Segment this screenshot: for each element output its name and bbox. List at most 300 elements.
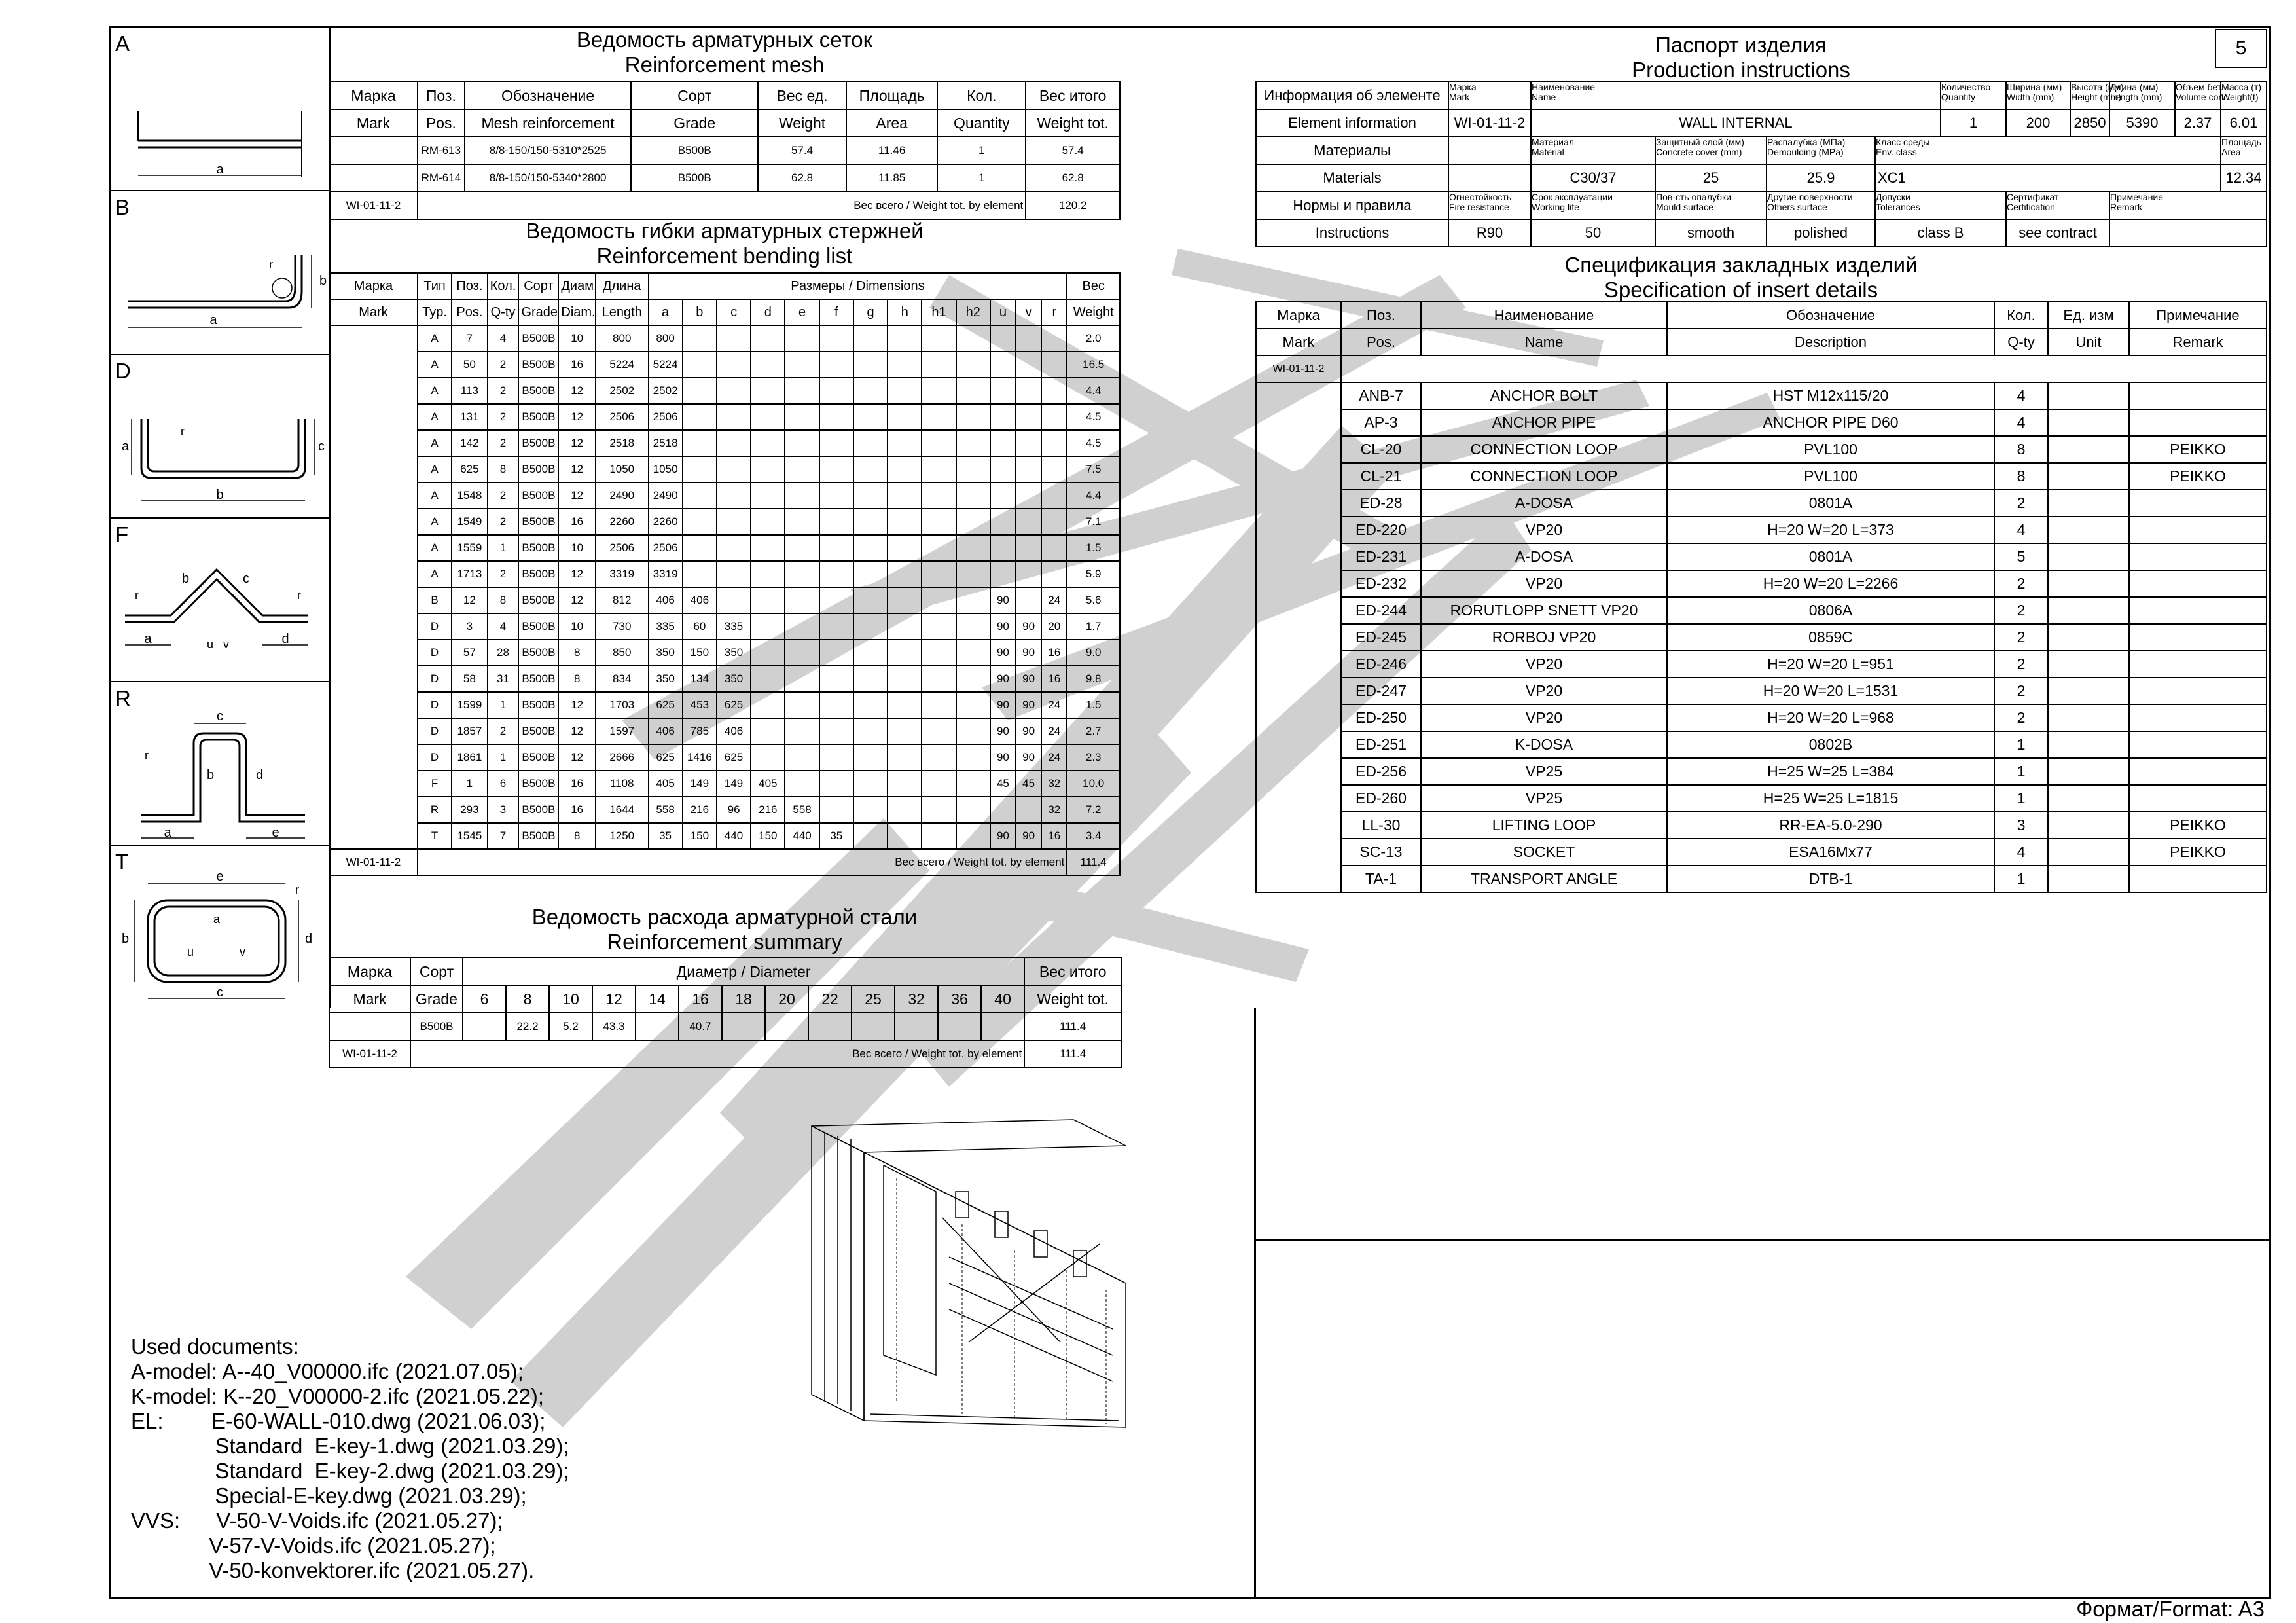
bending-header-en: d [751, 299, 785, 325]
summary-header-en: 32 [895, 985, 938, 1013]
bending-cell: 149 [683, 771, 717, 797]
inserts-cell: CL-21 [1341, 463, 1421, 490]
inserts-cell [2129, 651, 2267, 678]
bending-cell [785, 535, 819, 561]
summary-header-en: 16 [679, 985, 722, 1013]
bending-row [329, 561, 1120, 587]
bending-cell [888, 797, 922, 823]
page-number: 5 [2215, 29, 2267, 68]
inserts-cell [2129, 597, 2267, 624]
inserts-row [1256, 651, 2267, 678]
bending-cell: 2260 [649, 509, 683, 535]
bending-cell: 1416 [683, 744, 717, 771]
bending-cell: 8 [558, 823, 596, 849]
passport-field-caption-en: Demoulding (MPa) [1767, 147, 1844, 157]
passport-field-caption [2006, 192, 2109, 219]
bending-cell [888, 561, 922, 587]
bending-cell [1016, 797, 1041, 823]
bending-cell: 4 [488, 613, 519, 640]
bending-cell: 1108 [596, 771, 649, 797]
bending-cell: 16 [558, 771, 596, 797]
mesh-title-en: Reinforcement mesh [624, 52, 825, 77]
bending-header-en: Weight [1067, 299, 1120, 325]
inserts-row [1256, 785, 2267, 812]
inserts-cell [2048, 704, 2129, 731]
inserts-cell: 0801A [1667, 543, 1994, 570]
shape-a-drawing [109, 26, 329, 190]
bending-cell: 2666 [596, 744, 649, 771]
inserts-cell: A-DOSA [1421, 543, 1667, 570]
shape-t-dim-c: c [217, 985, 223, 1000]
passport-row-title-en: Materials [1256, 164, 1448, 192]
inserts-cell: HST M12x115/20 [1667, 382, 1994, 409]
inserts-cell: ANB-7 [1341, 382, 1421, 409]
bending-cell: 1597 [596, 718, 649, 744]
bending-cell: 4.5 [1067, 430, 1120, 456]
mesh-cell: 62.8 [758, 164, 846, 192]
inserts-cell: 4 [1994, 382, 2048, 409]
bending-cell: 350 [649, 640, 683, 666]
inserts-header-en: Description [1667, 329, 1994, 356]
bending-row [329, 378, 1120, 404]
bending-cell [922, 325, 956, 352]
bending-cell [785, 509, 819, 535]
bending-cell: 800 [649, 325, 683, 352]
summary-total-mark: WI-01-11-2 [329, 1040, 410, 1068]
bending-header-en: c [717, 299, 751, 325]
bending-cell: 2506 [596, 404, 649, 430]
bending-cell [717, 587, 751, 613]
format-label: Формат/Format: A3 [2076, 1597, 2265, 1621]
inserts-cell: RORUTLOPP SNETT VP20 [1421, 597, 1667, 624]
bending-cell [751, 613, 785, 640]
bending-cell: 32 [1041, 797, 1067, 823]
bending-header-en: r [1041, 299, 1067, 325]
bending-cell [956, 509, 990, 535]
summary-title-en: Reinforcement summary [607, 930, 842, 954]
bending-cell [888, 692, 922, 718]
passport-field-caption-en: Height (mm) [2071, 92, 2122, 102]
inserts-cell [2048, 624, 2129, 651]
inserts-cell: TRANSPORT ANGLE [1421, 866, 1667, 892]
mesh-cell: 57.4 [758, 137, 846, 164]
passport-row-title: Информация об элементе [1256, 82, 1448, 109]
inserts-cell: SC-13 [1341, 839, 1421, 866]
bending-cell [853, 509, 888, 535]
mesh-header-en: Weight [758, 109, 846, 137]
summary-total-label: Вес всего / Weight tot. by element [410, 1040, 1024, 1068]
bending-header-ru: Марка [329, 273, 418, 299]
bending-cell: 812 [596, 587, 649, 613]
inserts-cell: VP20 [1421, 570, 1667, 597]
bending-cell: 16 [1041, 823, 1067, 849]
bending-cell [853, 797, 888, 823]
bending-cell [956, 535, 990, 561]
bending-cell [853, 666, 888, 692]
bending-cell [683, 378, 717, 404]
used-document-line: Standard E-key-2.dwg (2021.03.29); [131, 1459, 569, 1483]
bending-cell: B500B [518, 404, 558, 430]
bending-cell: 1 [452, 771, 487, 797]
inserts-cell: RR-EA-5.0-290 [1667, 812, 1994, 839]
mesh-header-en: Mark [329, 109, 418, 137]
inserts-cell [2048, 436, 2129, 463]
bending-cell [1041, 352, 1067, 378]
bending-cell [819, 378, 853, 404]
bending-cell [888, 509, 922, 535]
mesh-title-ru: Ведомость арматурных сеток [576, 27, 873, 52]
bending-row [329, 456, 1120, 483]
passport-field-value: 50 [1531, 219, 1655, 247]
bending-cell [717, 352, 751, 378]
bending-cell: 1857 [452, 718, 487, 744]
bending-cell [888, 325, 922, 352]
summary-cell [808, 1013, 852, 1040]
shape-b-dim-b: b [319, 274, 327, 288]
passport-field-caption-en: Mould surface [1656, 202, 1713, 212]
passport-field-value: WI-01-11-2 [1448, 109, 1531, 137]
inserts-cell: PVL100 [1667, 463, 1994, 490]
bending-cell: A [418, 509, 452, 535]
passport-field-caption-ru: Примечание [2110, 192, 2164, 202]
bending-cell: 24 [1041, 718, 1067, 744]
passport-table [1255, 81, 2267, 247]
bending-cell [717, 456, 751, 483]
summary-title [329, 905, 1121, 955]
bending-cell [819, 456, 853, 483]
bending-row [329, 535, 1120, 561]
passport-title-en: Production instructions [1632, 58, 1850, 82]
bending-header-en: Pos. [452, 299, 487, 325]
bending-cell [956, 640, 990, 666]
bending-cell: 4 [488, 325, 519, 352]
bending-cell: 31 [488, 666, 519, 692]
passport-title [1257, 33, 2225, 82]
bending-cell [751, 587, 785, 613]
inserts-cell: ED-246 [1341, 651, 1421, 678]
bending-cell: 12 [558, 587, 596, 613]
bending-cell [956, 561, 990, 587]
passport-field-caption-ru: Количество [1941, 82, 1991, 92]
bending-header-weight: Вес [1067, 273, 1120, 299]
summary-header-ru: Вес итого [1024, 958, 1121, 985]
bending-cell: 16.5 [1067, 352, 1120, 378]
passport-element-label-row [1256, 82, 2267, 109]
inserts-header-en: Mark [1256, 329, 1341, 356]
bending-cell [751, 509, 785, 535]
passport-field-caption-en: Remark [2110, 202, 2143, 212]
bending-header-en: Grade [518, 299, 558, 325]
inserts-cell: PVL100 [1667, 436, 1994, 463]
bending-cell [922, 692, 956, 718]
bending-cell [1016, 561, 1041, 587]
bending-cell [922, 640, 956, 666]
mesh-header-en: Quantity [937, 109, 1026, 137]
bending-cell [819, 771, 853, 797]
inserts-mark-row [1256, 356, 2267, 382]
inserts-cell: 5 [1994, 543, 2048, 570]
bending-table [329, 272, 1121, 876]
bending-cell [990, 404, 1016, 430]
bending-cell: 405 [649, 771, 683, 797]
inserts-cell: ED-232 [1341, 570, 1421, 597]
passport-field-value [2109, 219, 2267, 247]
bending-cell [683, 561, 717, 587]
passport-field-caption-ru: Материал [1532, 137, 1574, 147]
mesh-total-label: Вес всего / Weight tot. by element [418, 192, 1026, 219]
bending-cell [1016, 352, 1041, 378]
bending-cell: B500B [518, 718, 558, 744]
bending-cell: 90 [1016, 666, 1041, 692]
inserts-cell [2129, 785, 2267, 812]
inserts-cell: VP20 [1421, 651, 1667, 678]
bending-cell: 12 [558, 456, 596, 483]
passport-field-caption-en: Working life [1532, 202, 1579, 212]
mesh-cell: RM-614 [418, 164, 465, 192]
summary-cell [938, 1013, 981, 1040]
bending-cell [956, 797, 990, 823]
bending-cell: 90 [990, 692, 1016, 718]
bending-cell: 2506 [596, 535, 649, 561]
bending-cell: 90 [1016, 718, 1041, 744]
bending-header-en: h2 [956, 299, 990, 325]
bending-cell [1016, 325, 1041, 352]
bending-cell [785, 666, 819, 692]
used-document-line: V-50-konvektorer.ifc (2021.05.27). [131, 1558, 535, 1582]
summary-table [329, 957, 1122, 1068]
inserts-cell [2129, 758, 2267, 785]
passport-field-caption [1448, 192, 1531, 219]
bending-cell: D [418, 692, 452, 718]
shape-f-panel [109, 517, 329, 682]
bending-cell: 1861 [452, 744, 487, 771]
passport-field-caption-ru: Защитный слой (мм) [1656, 137, 1744, 147]
bending-row [329, 430, 1120, 456]
inserts-cell: ED-250 [1341, 704, 1421, 731]
bending-cell: B500B [518, 535, 558, 561]
bending-cell: 625 [649, 744, 683, 771]
shape-f-dim-u: u [207, 638, 214, 651]
bending-cell [956, 613, 990, 640]
passport-field-caption-en: Mark [1449, 92, 1470, 102]
passport-field-value: 1 [1941, 109, 2006, 137]
bending-cell: B500B [518, 352, 558, 378]
passport-field-caption-en: Others surface [1767, 202, 1827, 212]
bending-cell [785, 771, 819, 797]
bending-cell: 2506 [649, 404, 683, 430]
bending-cell: 1250 [596, 823, 649, 849]
bending-cell [922, 456, 956, 483]
inserts-cell: K-DOSA [1421, 731, 1667, 758]
bending-row [329, 325, 1120, 352]
bending-header-ru: Тип [418, 273, 452, 299]
passport-field-caption [2109, 82, 2175, 109]
inserts-header-en: Q-ty [1994, 329, 2048, 356]
bending-cell: B500B [518, 692, 558, 718]
inserts-cell: 1 [1994, 785, 2048, 812]
bending-cell [853, 404, 888, 430]
shape-b-dim-a: a [209, 313, 217, 327]
bending-cell: 2518 [596, 430, 649, 456]
bending-cell [853, 378, 888, 404]
inserts-row [1256, 731, 2267, 758]
inserts-cell: 0801A [1667, 490, 1994, 517]
passport-field-caption [1531, 192, 1655, 219]
passport-field-caption-ru: Сертификат [2007, 192, 2059, 202]
bending-cell: 625 [717, 744, 751, 771]
shape-b-letter: B [115, 195, 130, 219]
passport-field-value: smooth [1655, 219, 1767, 247]
bending-cell: 1 [488, 535, 519, 561]
summary-row [329, 1013, 1121, 1040]
bending-cell [888, 823, 922, 849]
bending-cell: 2.3 [1067, 744, 1120, 771]
mesh-cell: 11.85 [846, 164, 937, 192]
bending-cell [956, 352, 990, 378]
inserts-cell: H=25 W=25 L=384 [1667, 758, 1994, 785]
mesh-header-ru: Вес ед. [758, 82, 846, 109]
bending-cell [785, 483, 819, 509]
inserts-header-ru: Кол. [1994, 302, 2048, 329]
summary-header-en: 14 [636, 985, 679, 1013]
mesh-cell: 1 [937, 137, 1026, 164]
inserts-cell: DTB-1 [1667, 866, 1994, 892]
bending-cell: 558 [649, 797, 683, 823]
bending-header-en: g [853, 299, 888, 325]
inserts-row [1256, 517, 2267, 543]
bending-cell: 1559 [452, 535, 487, 561]
inserts-header-row [1256, 302, 2267, 329]
summary-cell: 40.7 [679, 1013, 722, 1040]
inserts-row [1256, 490, 2267, 517]
bending-cell: 2490 [649, 483, 683, 509]
bending-cell [751, 325, 785, 352]
inserts-cell: LL-30 [1341, 812, 1421, 839]
passport-field-caption-ru: Масса (т) [2221, 82, 2262, 92]
bending-cell: D [418, 613, 452, 640]
inserts-cell [2048, 463, 2129, 490]
inserts-cell [2048, 812, 2129, 839]
summary-header-en: Weight tot. [1024, 985, 1121, 1013]
inserts-cell: ANCHOR BOLT [1421, 382, 1667, 409]
bending-cell [853, 587, 888, 613]
inserts-cell: ANCHOR PIPE [1421, 409, 1667, 436]
bending-cell: B500B [518, 797, 558, 823]
bending-cell: 2502 [596, 378, 649, 404]
bending-cell [853, 718, 888, 744]
bending-cell: 2 [488, 430, 519, 456]
passport-field-caption [2221, 137, 2267, 164]
inserts-cell [2048, 543, 2129, 570]
bending-cell: D [418, 744, 452, 771]
bending-cell: B500B [518, 744, 558, 771]
bending-cell [888, 613, 922, 640]
passport-field-caption-en: Tolerances [1876, 202, 1920, 212]
passport-field-caption-ru: Высота (мм) [2071, 82, 2124, 92]
passport-field-caption-ru: Срок эксплуатации [1532, 192, 1613, 202]
passport-field-caption-en: Area [2221, 147, 2241, 157]
shape-d-dim-a: a [122, 439, 130, 454]
bending-cell: 625 [649, 692, 683, 718]
shape-a-letter: A [115, 31, 130, 56]
inserts-cell: A-DOSA [1421, 490, 1667, 517]
shape-b-drawing [109, 190, 329, 354]
bending-title-en: Reinforcement bending list [596, 244, 853, 268]
bending-cell: 4.5 [1067, 404, 1120, 430]
summary-cell [765, 1013, 808, 1040]
bending-cell [956, 666, 990, 692]
bending-cell: 1050 [649, 456, 683, 483]
bending-cell: 16 [1041, 640, 1067, 666]
bending-header-ru: Длина [596, 273, 649, 299]
summary-cell: 5.2 [549, 1013, 592, 1040]
inserts-cell: ED-260 [1341, 785, 1421, 812]
bending-cell: 90 [990, 823, 1016, 849]
mesh-header-ru: Кол. [937, 82, 1026, 109]
bending-cell: B [418, 587, 452, 613]
bending-header-en: a [649, 299, 683, 325]
inserts-cell: VP20 [1421, 517, 1667, 543]
mesh-cell: B500B [631, 137, 758, 164]
bending-cell: 16 [558, 352, 596, 378]
bending-cell: 1.7 [1067, 613, 1120, 640]
mesh-header-en: Weight tot. [1026, 109, 1120, 137]
bending-cell [888, 456, 922, 483]
bending-cell [853, 640, 888, 666]
shape-f-letter: F [115, 522, 129, 547]
passport-field-value: 5390 [2109, 109, 2175, 137]
inserts-cell [2129, 409, 2267, 436]
bending-cell [751, 456, 785, 483]
summary-header-en: 12 [592, 985, 636, 1013]
bending-cell: 405 [751, 771, 785, 797]
bending-row [329, 823, 1120, 849]
mesh-header-en: Grade [631, 109, 758, 137]
bending-cell [819, 640, 853, 666]
bending-cell [956, 430, 990, 456]
mesh-cell [329, 164, 418, 192]
bending-cell: 134 [683, 666, 717, 692]
passport-field-caption-ru: Длина (мм) [2110, 82, 2159, 92]
bending-cell [819, 744, 853, 771]
bending-cell: 2 [488, 483, 519, 509]
inserts-cell: PEIKKO [2129, 436, 2267, 463]
used-document-line: Standard E-key-1.dwg (2021.03.29); [131, 1434, 569, 1458]
inserts-cell: 2 [1994, 678, 2048, 704]
bending-cell: 12 [452, 587, 487, 613]
summary-header-ru: Марка [329, 958, 410, 985]
passport-field-caption-ru: Допуски [1876, 192, 1910, 202]
bending-cell: 3 [452, 613, 487, 640]
shape-f-dim-a: a [144, 632, 152, 646]
inserts-cell: PEIKKO [2129, 463, 2267, 490]
bending-cell: A [418, 456, 452, 483]
bending-cell: 90 [1016, 692, 1041, 718]
bending-cell: 2506 [649, 535, 683, 561]
bending-cell [853, 456, 888, 483]
bending-row [329, 797, 1120, 823]
mesh-header-ru: Обозначение [465, 82, 632, 109]
bending-cell [990, 325, 1016, 352]
inserts-cell [2129, 678, 2267, 704]
bending-cell: 90 [990, 587, 1016, 613]
inserts-cell: 2 [1994, 597, 2048, 624]
bending-cell [751, 666, 785, 692]
bending-cell [853, 692, 888, 718]
passport-field-caption-ru: Площадь [2221, 137, 2261, 147]
bending-cell [922, 430, 956, 456]
passport-row-title-en: Instructions [1256, 219, 1448, 247]
